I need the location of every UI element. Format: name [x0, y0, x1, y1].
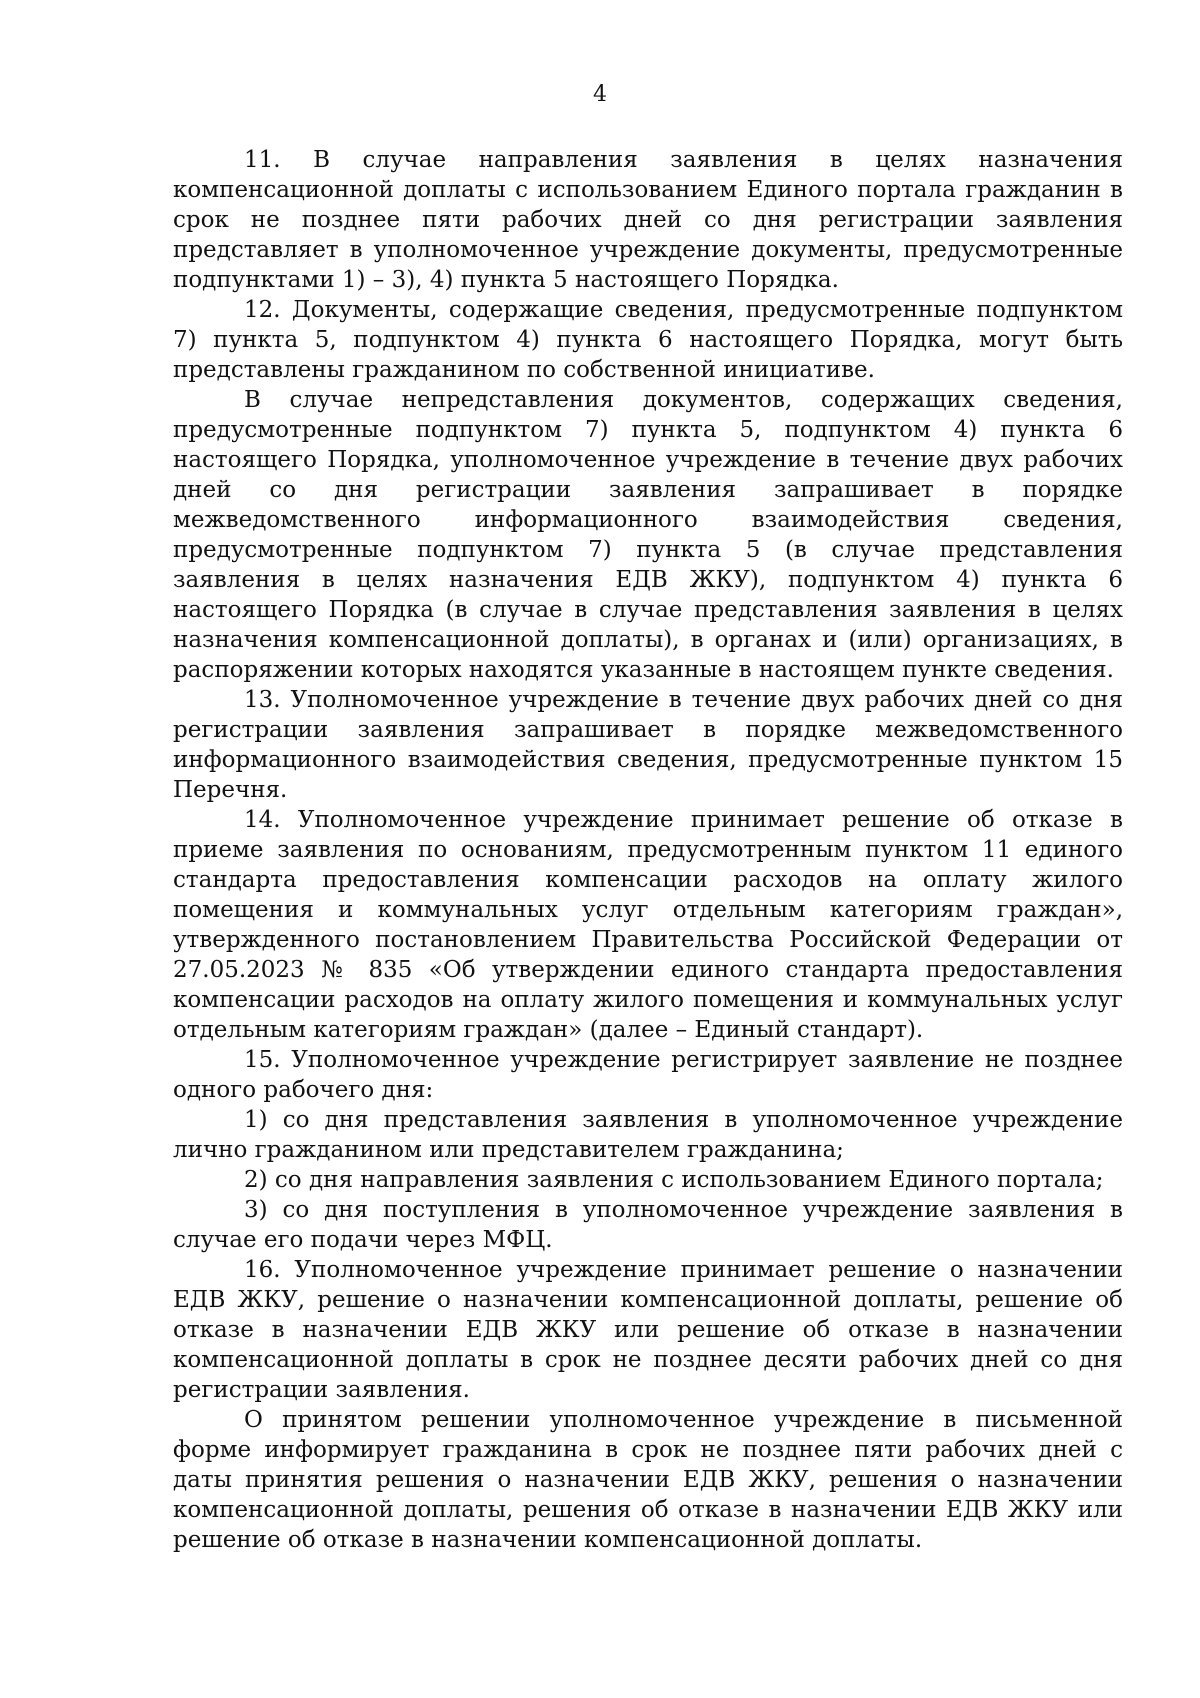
document-body [173, 145, 1123, 1555]
paragraph-16: 16. Уполномоченное учреждение принимает решение о назначении ЕДВ ЖКУ, решение о назначении компенсационной доплаты, решение об отказе в назначении ЕДВ ЖКУ или решение об отказе в назначении компенсационной доплаты в срок не позднее десяти рабочих дней со дня регистрации заявления. [173, 1257, 1123, 1403]
paragraph-12: 12. Документы, содержащие сведения, предусмотренные подпунктом 7) пункта 5, подпунктом 4) пункта 6 настоящего Порядка, могут быть представлены гражданином по собственной инициативе. [173, 297, 1123, 383]
paragraph-12-continued: В случае непредставления документов, содержащих сведения, предусмотренные подпунктом 7) пункта 5, подпунктом 4) пункта 6 настоящего Порядка, уполномоченное учреждение в течение двух рабочих дней со дня регистрации заявления запрашивает в порядке межведомственного информационного взаимодействия сведения, предусмотренные подпунктом 7) пункта 5 (в случае представления заявления в целях назначения ЕДВ ЖКУ), подпунктом 4) пункта 6 настоящего Порядка (в случае в случае представления заявления в целях назначения компенсационной доплаты), в органах и (или) организациях, в распоряжении которых находятся указанные в настоящем пункте сведения. [173, 387, 1123, 683]
paragraph-13: 13. Уполномоченное учреждение в течение двух рабочих дней со дня регистрации заявления запрашивает в порядке межведомственного информационного взаимодействия сведения, предусмотренные пунктом 15 Перечня. [173, 687, 1123, 803]
paragraph-16-continued: О принятом решении уполномоченное учреждение в письменной форме информирует гражданина в срок не позднее пяти рабочих дней с даты принятия решения о назначении ЕДВ ЖКУ, решения о назначении компенсационной доплаты, решения об отказе в назначении ЕДВ ЖКУ или решение об отказе в назначении компенсационной доплаты. [173, 1407, 1123, 1553]
page-number: 4 [593, 82, 607, 107]
paragraph-15-item-3: 3) со дня поступления в уполномоченное учреждение заявления в случае его подачи через МФЦ. [173, 1197, 1123, 1253]
paragraph-15: 15. Уполномоченное учреждение регистрирует заявление не позднее одного рабочего дня: [173, 1047, 1123, 1103]
paragraph-15-item-1: 1) со дня представления заявления в уполномоченное учреждение лично гражданином или представителем гражданина; [173, 1107, 1123, 1163]
paragraph-11: 11. В случае направления заявления в целях назначения компенсационной доплаты с использованием Единого портала гражданин в срок не позднее пяти рабочих дней со дня регистрации заявления представляет в уполномоченное учреждение документы, предусмотренные подпунктами 1) – 3), 4) пункта 5 настоящего Порядка. [173, 147, 1123, 293]
paragraph-14: 14. Уполномоченное учреждение принимает решение об отказе в приеме заявления по основаниям, предусмотренным пунктом 11 единого стандарта предоставления компенсации расходов на оплату жилого помещения и коммунальных услуг отдельным категориям граждан», утвержденного постановлением Правительства Российской Федерации от 27.05.2023 № 835 «Об утверждении единого стандарта предоставления компенсации расходов на оплату жилого помещения и коммунальных услуг отдельным категориям граждан» (далее – Единый стандарт). [173, 807, 1123, 1043]
paragraph-15-item-2: 2) со дня направления заявления с использованием Единого портала; [244, 1167, 1104, 1193]
